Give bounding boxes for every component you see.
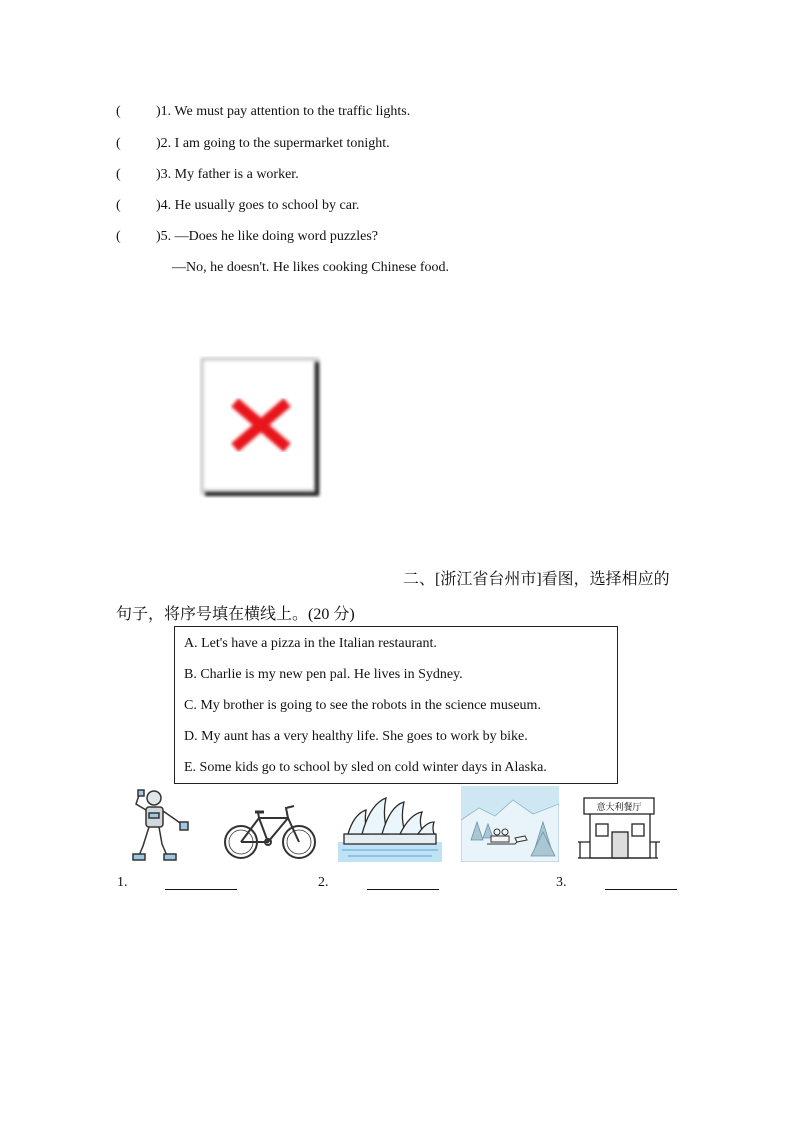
options-box	[174, 626, 618, 784]
bicycle-picture	[222, 800, 318, 862]
question-3: ( )3. My father is a worker.	[116, 167, 299, 182]
option-c: C. My brother is going to see the robots in the science museum.	[184, 698, 541, 713]
question-5-answer-line: —No, he doesn't. He likes cooking Chinese food.	[172, 260, 450, 275]
question-2: ( )2. I am going to the supermarket tonight.	[116, 136, 390, 151]
answer-number-3: 3.	[556, 875, 567, 890]
restaurant-sign-text: 意大利餐厅	[596, 803, 642, 813]
broken-image-placeholder	[199, 356, 323, 498]
answer-number-1: 1.	[117, 875, 128, 890]
option-a: A. Let's have a pizza in the Italian restaurant.	[184, 636, 437, 651]
broken-image-x-icon	[199, 356, 323, 498]
section-2-heading-line2: 句子，将序号填在横线上。(20 分)	[116, 606, 355, 623]
restaurant-picture	[576, 792, 660, 862]
answer-blank-3[interactable]	[605, 889, 677, 890]
winter-sled-scene-icon	[461, 786, 559, 862]
opera-house-picture	[338, 790, 442, 862]
restaurant-icon	[576, 792, 660, 862]
bicycle-icon	[222, 800, 318, 862]
question-4: ( )4. He usually goes to school by car.	[116, 198, 360, 213]
answer-blank-2[interactable]	[367, 889, 439, 890]
sydney-opera-house-icon	[338, 790, 442, 862]
option-d: D. My aunt has a very healthy life. She goes to work by bike.	[184, 729, 528, 744]
answer-number-2: 2.	[318, 875, 329, 890]
question-1: ( )1. We must pay attention to the traffic lights.	[116, 104, 411, 119]
answer-blank-1[interactable]	[165, 889, 237, 890]
section-2-heading-line1: 二、[浙江省台州市]看图，选择相应的	[403, 571, 670, 588]
robot-picture	[128, 786, 190, 864]
winter-picture	[461, 786, 559, 862]
option-e: E. Some kids go to school by sled on cold winter days in Alaska.	[184, 760, 547, 775]
option-b: B. Charlie is my new pen pal. He lives in Sydney.	[184, 667, 463, 682]
question-5: ( )5. —Does he like doing word puzzles?	[116, 229, 379, 244]
robot-icon	[128, 786, 190, 864]
